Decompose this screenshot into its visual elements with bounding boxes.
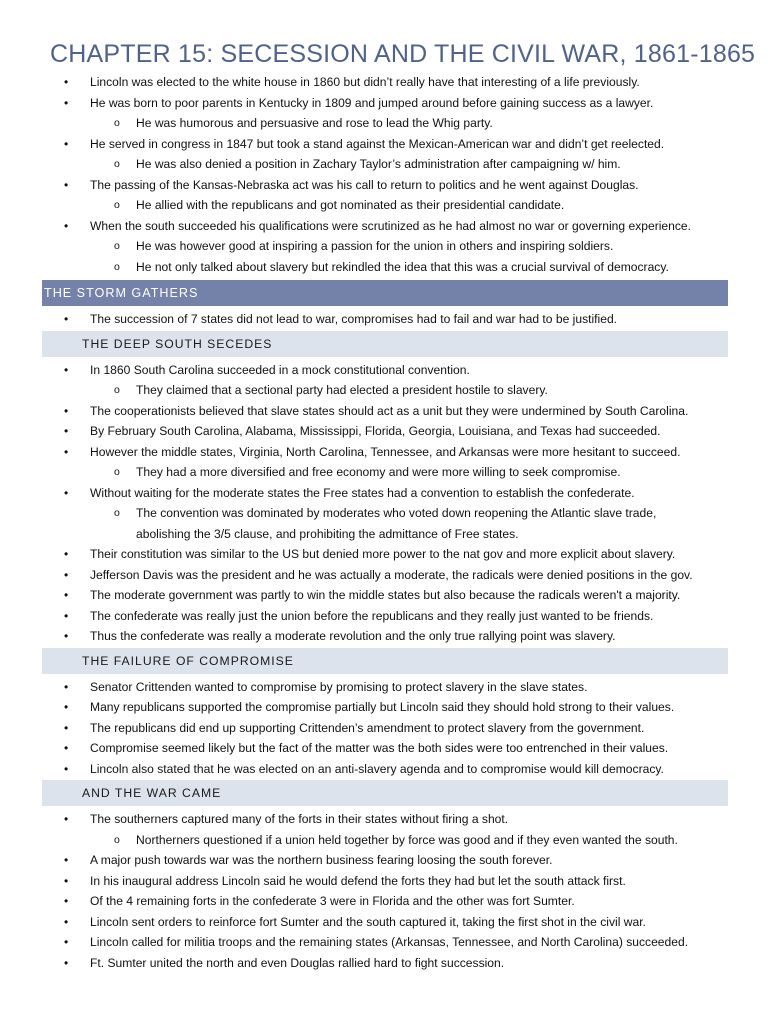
bullet-item: • Senator Crittenden wanted to compromise by promising to protect slavery in the slave states. (42, 677, 732, 698)
bullet-item: • When the south succeeded his qualifications were scrutinized as he had almost no war or governing experience. (42, 216, 732, 237)
bullet-item: • Compromise seemed likely but the fact of the matter was the both sides were too entrenched in their values. (42, 738, 732, 759)
bullet-item: • The cooperationists believed that slave states should act as a unit but they were undermined by South Carolina. (42, 401, 732, 422)
bullet-item: • The moderate government was partly to win the middle states but also because the radicals weren't a majority. (42, 585, 732, 606)
sub-bullet-item: o He was also denied a position in Zachary Taylor’s administration after campaigning w/ him. (42, 154, 696, 175)
bullet-item: • He served in congress in 1847 but took a stand against the Mexican-American war and didn’t get reelected. (42, 134, 732, 155)
bullet-item: • Lincoln was elected to the white house in 1860 but didn’t really have that interesting of a life previously. (42, 72, 732, 93)
bullet-item: • However the middle states, Virginia, North Carolina, Tennessee, and Arkansas were more hesitant to succeed. (42, 442, 732, 463)
sub-bullet-item: o He was humorous and persuasive and rose to lead the Whig party. (42, 113, 696, 134)
bullet-item: • The confederate was really just the union before the republicans and they really just wanted to be friends. (42, 606, 732, 627)
sub-bullet-item: o The convention was dominated by moderates who voted down reopening the Atlantic slave trade, abolishing the 3/5 clause, and prohibiting the admittance of Free states. (42, 503, 696, 544)
subsection-heading-war-came: AND THE WAR CAME (42, 780, 728, 806)
bullet-item: • Lincoln also stated that he was elected on an anti-slavery agenda and to compromise would kill democracy. (42, 759, 732, 780)
section-heading-storm-gathers: THE STORM GATHERS (42, 280, 728, 306)
bullet-item: • The succession of 7 states did not lead to war, compromises had to fail and war had to be justified. (42, 309, 732, 330)
bullet-item: • In 1860 South Carolina succeeded in a mock constitutional convention. (42, 360, 732, 381)
bullet-item: • Lincoln called for militia troops and the remaining states (Arkansas, Tennessee, and North Carolina) succeeded. (42, 932, 732, 953)
bullet-item: • Without waiting for the moderate states the Free states had a convention to establish the confederate. (42, 483, 732, 504)
bullet-item: • The republicans did end up supporting Crittenden’s amendment to protect slavery from the government. (42, 718, 732, 739)
bullet-item: • Lincoln sent orders to reinforce fort Sumter and the south captured it, taking the first shot in the civil war. (42, 912, 732, 933)
bullet-item: • By February South Carolina, Alabama, Mississippi, Florida, Georgia, Louisiana, and Texas had succeeded. (42, 421, 732, 442)
sub-bullet-item: o He was however good at inspiring a passion for the union in others and inspiring soldiers. (42, 236, 696, 257)
sub-bullet-item: o Northerners questioned if a union held together by force was good and if they even wanted the south. (42, 830, 696, 851)
bullet-item: • A major push towards war was the northern business fearing loosing the south forever. (42, 850, 732, 871)
bullet-item: • He was born to poor parents in Kentucky in 1809 and jumped around before gaining success as a lawyer. (42, 93, 732, 114)
sub-bullet-item: o They had a more diversified and free economy and were more willing to seek compromise. (42, 462, 696, 483)
storm-list (42, 309, 732, 330)
bullet-item: • Many republicans supported the compromise partially but Lincoln said they should hold strong to their values. (42, 697, 732, 718)
bullet-item: • Ft. Sumter united the north and even Douglas rallied hard to fight succession. (42, 953, 732, 974)
bullet-item: • Their constitution was similar to the US but denied more power to the nat gov and more explicit about slavery. (42, 544, 732, 565)
bullet-item: • The passing of the Kansas-Nebraska act was his call to return to politics and he went against Douglas. (42, 175, 732, 196)
sub-bullet-item: o They claimed that a sectional party had elected a president hostile to slavery. (42, 380, 696, 401)
bullet-item: • Thus the confederate was really a moderate revolution and the only true rallying point was slavery. (42, 626, 732, 647)
subsection-heading-failure-of-compromise: THE FAILURE OF COMPROMISE (42, 648, 728, 674)
bullet-item: • In his inaugural address Lincoln said he would defend the forts they had but let the south attack first. (42, 871, 732, 892)
intro-list (42, 72, 732, 277)
bullet-item: • Jefferson Davis was the president and he was actually a moderate, the radicals were denied positions in the gov. (42, 565, 732, 586)
sub-bullet-item: o He allied with the republicans and got nominated as their presidential candidate. (42, 195, 696, 216)
document-body (0, 72, 732, 973)
war-came-list (42, 809, 732, 973)
bullet-item: • The southerners captured many of the forts in their states without firing a shot. (42, 809, 732, 830)
sub-bullet-item: o He not only talked about slavery but rekindled the idea that this was a crucial survival of democracy. (42, 257, 696, 278)
chapter-title: CHAPTER 15: SECESSION AND THE CIVIL WAR, 1861-1865 (50, 40, 756, 68)
subsection-heading-deep-south: THE DEEP SOUTH SECEDES (42, 331, 728, 357)
bullet-item: • Of the 4 remaining forts in the confederate 3 were in Florida and the other was fort Sumter. (42, 891, 732, 912)
failure-list (42, 677, 732, 780)
deep-south-list (42, 360, 732, 647)
